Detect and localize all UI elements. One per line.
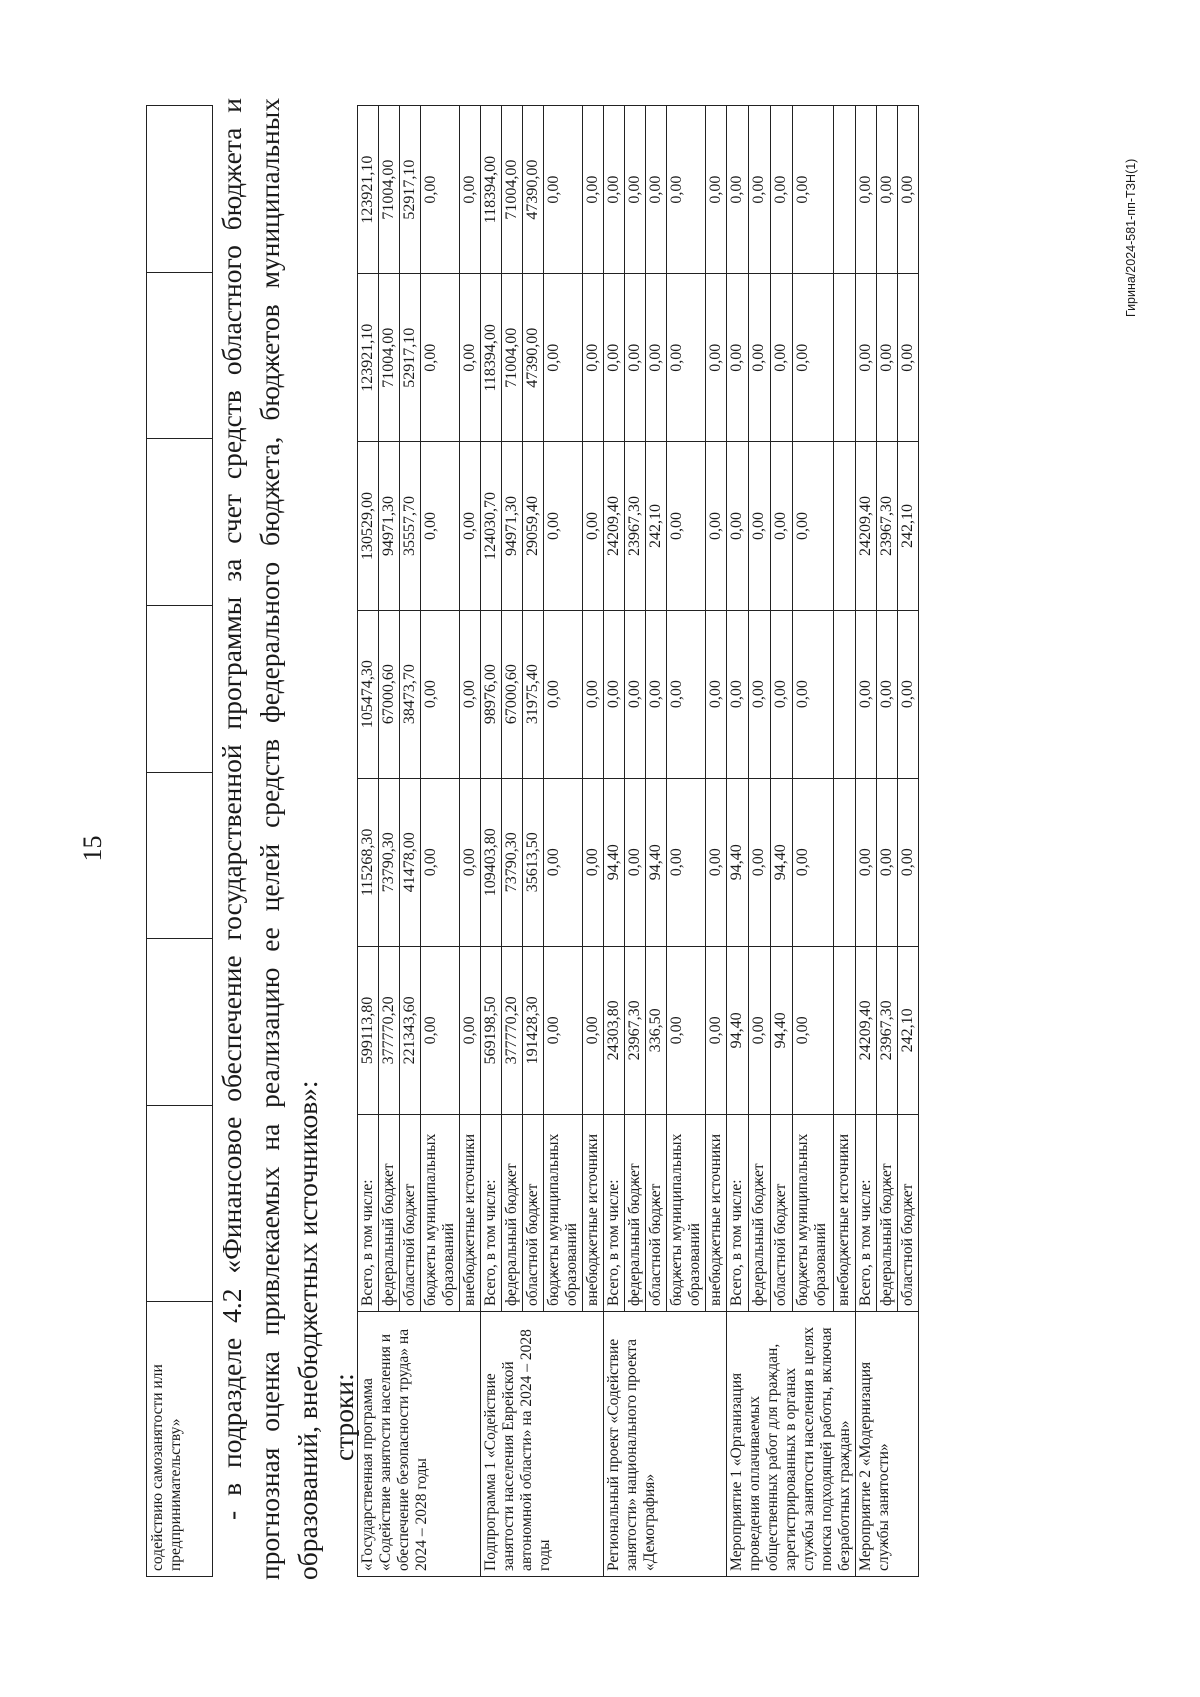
amount-cell: 130529,00 [358,442,379,610]
amount-cell: 73790,30 [379,778,400,946]
amount-cell: 336,50 [646,946,667,1114]
top-row-label: содействию самозанятости или предпринимательству» [147,1302,213,1577]
amount-cell: 0,00 [727,610,749,778]
amount-cell: 377770,20 [502,946,523,1114]
amount-cell: 23967,30 [625,442,646,610]
amount-cell: 242,10 [646,442,667,610]
amount-cell: 0,00 [460,442,481,610]
amount-cell: 24209,40 [856,442,877,610]
amount-cell: 191428,30 [523,946,544,1114]
amount-cell: 0,00 [793,106,834,274]
funding-source-cell: областной бюджет [898,1115,919,1312]
amount-cell: 94,40 [771,778,793,946]
amount-cell: 0,00 [706,442,727,610]
amount-cell: 0,00 [898,274,919,442]
amount-cell: 31975,40 [523,610,544,778]
funding-source-cell: федеральный бюджет [625,1115,646,1312]
amount-cell [833,778,855,946]
amount-cell: 35613,50 [523,778,544,946]
funding-source-cell: внебюджетные источники [583,1115,604,1312]
amount-cell: 0,00 [646,610,667,778]
amount-cell: 0,00 [727,274,749,442]
amount-cell: 0,00 [856,610,877,778]
amount-cell: 0,00 [771,274,793,442]
amount-cell [833,106,855,274]
amount-cell: 0,00 [460,946,481,1114]
funding-source-cell: федеральный бюджет [877,1115,898,1312]
amount-cell: 123921,10 [358,106,379,274]
amount-cell: 0,00 [583,610,604,778]
amount-cell: 0,00 [877,610,898,778]
table-row [358,106,379,1577]
amount-cell: 242,10 [898,946,919,1114]
amount-cell: 0,00 [604,610,625,778]
amount-cell: 0,00 [421,778,460,946]
amount-cell: 0,00 [421,106,460,274]
amount-cell: 0,00 [749,442,771,610]
amount-cell: 94,40 [604,778,625,946]
program-name-cell: «Государственная программа «Содействие занятости населения и обеспечение безопасности труда» на 2024 – 2028 годы [358,1312,481,1577]
amount-cell: 0,00 [771,106,793,274]
amount-cell: 0,00 [583,778,604,946]
amount-cell: 0,00 [793,442,834,610]
program-name-cell: Мероприятие 2 «Модернизация службы занятости» [856,1312,919,1577]
amount-cell: 24303,80 [604,946,625,1114]
amount-cell: 0,00 [727,442,749,610]
amount-cell: 0,00 [898,778,919,946]
amount-cell: 0,00 [625,274,646,442]
amendment-paragraph: - в подразделе 4.2 «Финансовое обеспечение государственной программы за счет средств областного бюджета и прогнозная оценка привлекаемых на реализацию ее целей средств федерального бюджета, бюджетов муниципальных образований, внебюджетных источников»: [216,98,323,1580]
amount-cell: 0,00 [667,778,706,946]
amount-cell: 0,00 [749,778,771,946]
amount-cell: 24209,40 [604,442,625,610]
amount-cell: 0,00 [544,778,583,946]
funding-source-cell: Всего, в том числе: [604,1115,625,1312]
amount-cell: 0,00 [749,946,771,1114]
amount-cell: 47390,00 [523,274,544,442]
amount-cell: 41478,00 [400,778,421,946]
amount-cell: 105474,30 [358,610,379,778]
amount-cell: 35557,70 [400,442,421,610]
amount-cell: 0,00 [771,610,793,778]
amount-cell: 0,00 [727,106,749,274]
amount-cell: 23967,30 [625,946,646,1114]
amount-cell: 0,00 [544,946,583,1114]
amount-cell: 0,00 [544,442,583,610]
amount-cell: 0,00 [583,442,604,610]
amount-cell: 0,00 [793,610,834,778]
amount-cell: 0,00 [793,778,834,946]
funding-table-body [358,106,919,1577]
amount-cell: 221343,60 [400,946,421,1114]
amount-cell: 23967,30 [877,442,898,610]
amount-cell: 0,00 [706,106,727,274]
amount-cell: 94971,30 [379,442,400,610]
amount-cell: 94,40 [727,946,749,1114]
amount-cell: 29059,40 [523,442,544,610]
amount-cell: 0,00 [706,274,727,442]
funding-source-cell: Всего, в том числе: [727,1115,749,1312]
amount-cell: 0,00 [604,274,625,442]
funding-table [357,105,919,1577]
amount-cell: 0,00 [706,778,727,946]
amount-cell: 23967,30 [877,946,898,1114]
amount-cell: 0,00 [771,442,793,610]
funding-source-cell: внебюджетные источники [706,1115,727,1312]
amount-cell: 0,00 [646,274,667,442]
amount-cell [833,610,855,778]
amount-cell: 0,00 [421,610,460,778]
rows-label: строки: [328,1373,359,1461]
amount-cell: 0,00 [460,274,481,442]
amount-cell: 0,00 [544,106,583,274]
amount-cell: 118394,00 [481,106,502,274]
table-row [604,106,625,1577]
amount-cell: 0,00 [421,946,460,1114]
amount-cell: 71004,00 [379,106,400,274]
amount-cell: 0,00 [706,610,727,778]
amount-cell: 0,00 [583,274,604,442]
amount-cell: 242,10 [898,442,919,610]
amount-cell: 0,00 [625,778,646,946]
amount-cell: 0,00 [856,106,877,274]
amount-cell: 599113,80 [358,946,379,1114]
funding-source-cell: бюджеты муниципальных образований [793,1115,834,1312]
funding-source-cell: внебюджетные источники [460,1115,481,1312]
funding-source-cell: областной бюджет [400,1115,421,1312]
amount-cell: 0,00 [583,946,604,1114]
funding-source-cell: бюджеты муниципальных образований [421,1115,460,1312]
amount-cell: 0,00 [793,274,834,442]
amount-cell: 94,40 [727,778,749,946]
amount-cell: 67000,60 [502,610,523,778]
funding-source-cell: федеральный бюджет [502,1115,523,1312]
amount-cell: 0,00 [667,442,706,610]
funding-source-cell: Всего, в том числе: [481,1115,502,1312]
funding-source-cell: областной бюджет [523,1115,544,1312]
amount-cell: 24209,40 [856,946,877,1114]
amount-cell: 52917,10 [400,106,421,274]
amount-cell: 0,00 [706,946,727,1114]
funding-source-cell: Всего, в том числе: [358,1115,379,1312]
amount-cell: 0,00 [749,274,771,442]
amount-cell [833,946,855,1114]
amount-cell [833,442,855,610]
amount-cell: 115268,30 [358,778,379,946]
amount-cell: 0,00 [544,610,583,778]
amount-cell: 94971,30 [502,442,523,610]
amount-cell: 0,00 [421,442,460,610]
table-row [856,106,877,1577]
amount-cell: 94,40 [646,778,667,946]
amount-cell: 0,00 [625,610,646,778]
funding-source-cell: областной бюджет [771,1115,793,1312]
amount-cell: 377770,20 [379,946,400,1114]
amount-cell: 0,00 [583,106,604,274]
amount-cell: 569198,50 [481,946,502,1114]
funding-source-cell: федеральный бюджет [749,1115,771,1312]
amount-cell: 52917,10 [400,274,421,442]
amount-cell: 0,00 [749,610,771,778]
funding-source-cell: бюджеты муниципальных образований [544,1115,583,1312]
funding-source-cell: бюджеты муниципальных образований [667,1115,706,1312]
amount-cell: 38473,70 [400,610,421,778]
page-number: 15 [78,835,107,862]
amount-cell: 0,00 [667,106,706,274]
amount-cell: 73790,30 [502,778,523,946]
amount-cell: 0,00 [877,778,898,946]
amount-cell: 118394,00 [481,274,502,442]
program-name-cell: Подпрограмма 1 «Содействие занятости населения Еврейской автономной области» на 2024 – 2028 годы [481,1312,604,1577]
previous-table-fragment [146,105,213,1577]
funding-source-cell: Всего, в том числе: [856,1115,877,1312]
amount-cell: 98976,00 [481,610,502,778]
amount-cell: 0,00 [421,274,460,442]
amount-cell: 0,00 [625,106,646,274]
amount-cell: 0,00 [460,778,481,946]
amount-cell: 47390,00 [523,106,544,274]
amount-cell: 109403,80 [481,778,502,946]
amount-cell: 0,00 [460,106,481,274]
amount-cell: 0,00 [646,106,667,274]
amendment-text [213,98,327,1580]
amount-cell: 0,00 [877,106,898,274]
program-name-cell: Региональный проект «Содействие занятости» национального проекта «Демография» [604,1312,727,1577]
amount-cell: 0,00 [877,274,898,442]
amount-cell: 0,00 [460,610,481,778]
amount-cell: 124030,70 [481,442,502,610]
amount-cell: 0,00 [667,946,706,1114]
amount-cell: 123921,10 [358,274,379,442]
table-row [481,106,502,1577]
amount-cell [833,274,855,442]
funding-source-cell: федеральный бюджет [379,1115,400,1312]
amount-cell: 0,00 [667,610,706,778]
amount-cell: 0,00 [898,610,919,778]
table-row [727,106,749,1577]
amount-cell: 0,00 [749,106,771,274]
amount-cell: 0,00 [856,274,877,442]
program-name-cell: Мероприятие 1 «Организация проведения оплачиваемых общественных работ для граждан, зарегистрированных в органах службы занятости населения в целях поиска подходящей работы, включая безработных граждан» [727,1312,856,1577]
amount-cell: 71004,00 [379,274,400,442]
document-footer-code: Гирина/2024-581-пп-ТЗН(1) [1124,158,1138,317]
amount-cell: 0,00 [544,274,583,442]
amount-cell: 67000,60 [379,610,400,778]
amount-cell: 0,00 [793,946,834,1114]
amount-cell: 0,00 [604,106,625,274]
amount-cell: 71004,00 [502,106,523,274]
funding-source-cell: внебюджетные источники [833,1115,855,1312]
funding-source-cell: областной бюджет [646,1115,667,1312]
amount-cell: 71004,00 [502,274,523,442]
amount-cell: 0,00 [856,778,877,946]
amount-cell: 0,00 [667,274,706,442]
amount-cell: 0,00 [898,106,919,274]
amount-cell: 94,40 [771,946,793,1114]
